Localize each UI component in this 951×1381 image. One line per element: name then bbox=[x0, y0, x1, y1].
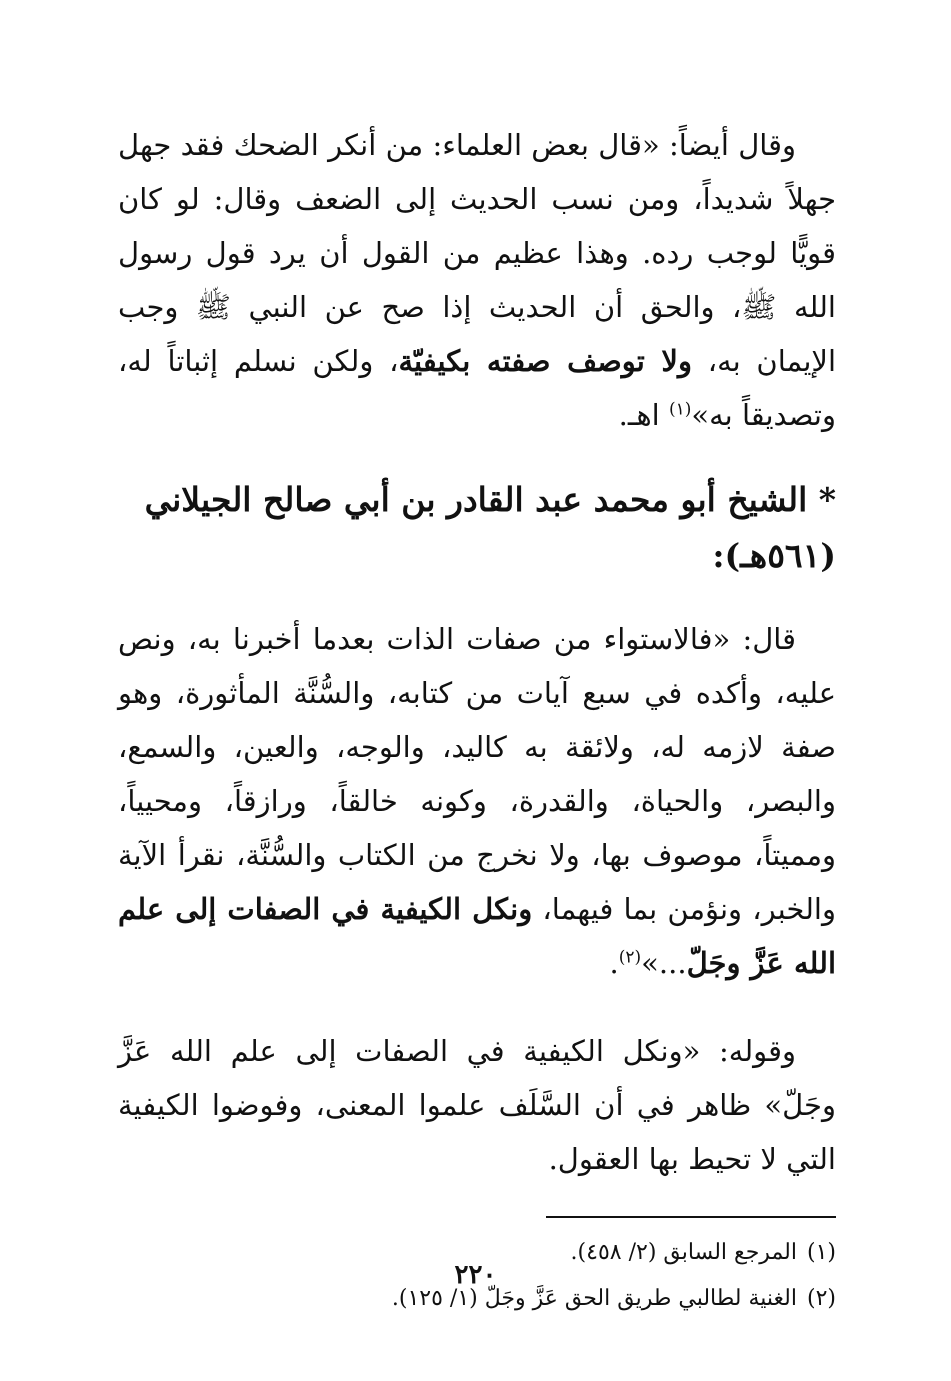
page-body bbox=[118, 118, 836, 1322]
footnote-text: الغنية لطالبي طريق الحق عَزَّ وجَلّ (١/ ١٢٥). bbox=[391, 1286, 797, 1311]
bold-phrase: ولا توصف صفته بكيفيّة bbox=[398, 344, 692, 378]
paragraph-text: . bbox=[609, 946, 619, 980]
paragraph-text: ، ولكن نسلم إثباتاً له، وتصديقاً به» bbox=[118, 344, 836, 432]
footnote-number: (١) bbox=[806, 1240, 836, 1265]
paragraph-text: ...» bbox=[641, 946, 687, 980]
bold-phrase: ونكل الكيفية في الصفات إلى علم الله عَزَّ وجَلّ bbox=[118, 892, 836, 980]
footnote-text: المرجع السابق (٢/ ٤٥٨). bbox=[570, 1240, 797, 1265]
footnote-divider bbox=[546, 1216, 836, 1218]
paragraph-quote-laughter bbox=[118, 118, 836, 442]
paragraph-commentary bbox=[118, 1024, 836, 1186]
paragraph-text: وقوله: «ونكل الكيفية في الصفات إلى علم الله عَزَّ وجَلّ» ظاهر في أن السَّلَف علموا المعنى، وفوضوا الكيفية التي لا تحيط بها العقول. bbox=[118, 1034, 836, 1176]
footnote-ref[interactable]: (٢) bbox=[618, 947, 642, 968]
section-heading: * الشيخ أبو محمد عبد القادر بن أبي صالح الجيلاني (٥٦١هـ): bbox=[144, 480, 836, 575]
paragraph-text: وقال أيضاً: «قال بعض العلماء: من أنكر الضحك فقد جهل جهلاً شديداً، ومن نسب الحديث إلى الضعف وقال: لو كان قويًّا لوجب رده. وهذا عظيم من القول أن يرد قول رسول الله ﷺ، والحق أن الحديث إذا صح عن النبي ﷺ وجب الإيمان به، bbox=[118, 128, 836, 378]
page-number: ٢٢٠ bbox=[454, 1260, 497, 1290]
paragraph-text: قال: «فالاستواء من صفات الذات بعدما أخبرنا به، ونص عليه، وأكده في سبع آيات من كتابه، والسُّنَّة المأثورة، وهو صفة لازمه له، ولائقة به كاليد، والوجه، والعين، والسمع، والبصر، والحياة، والقدرة، وكونه خالقاً، ورازقاً، ومحيياً، ومميتاً، موصوف بها، ولا نخرج من الكتاب والسُّنَّة، نقرأ الآية والخبر، ونؤمن بما فيهما، bbox=[118, 622, 836, 926]
footnote-number: (٢) bbox=[806, 1286, 836, 1311]
paragraph-quote-istiwa bbox=[118, 612, 836, 990]
paragraph-text: اهـ. bbox=[618, 398, 669, 432]
footnote-ref[interactable]: (١) bbox=[668, 399, 692, 420]
